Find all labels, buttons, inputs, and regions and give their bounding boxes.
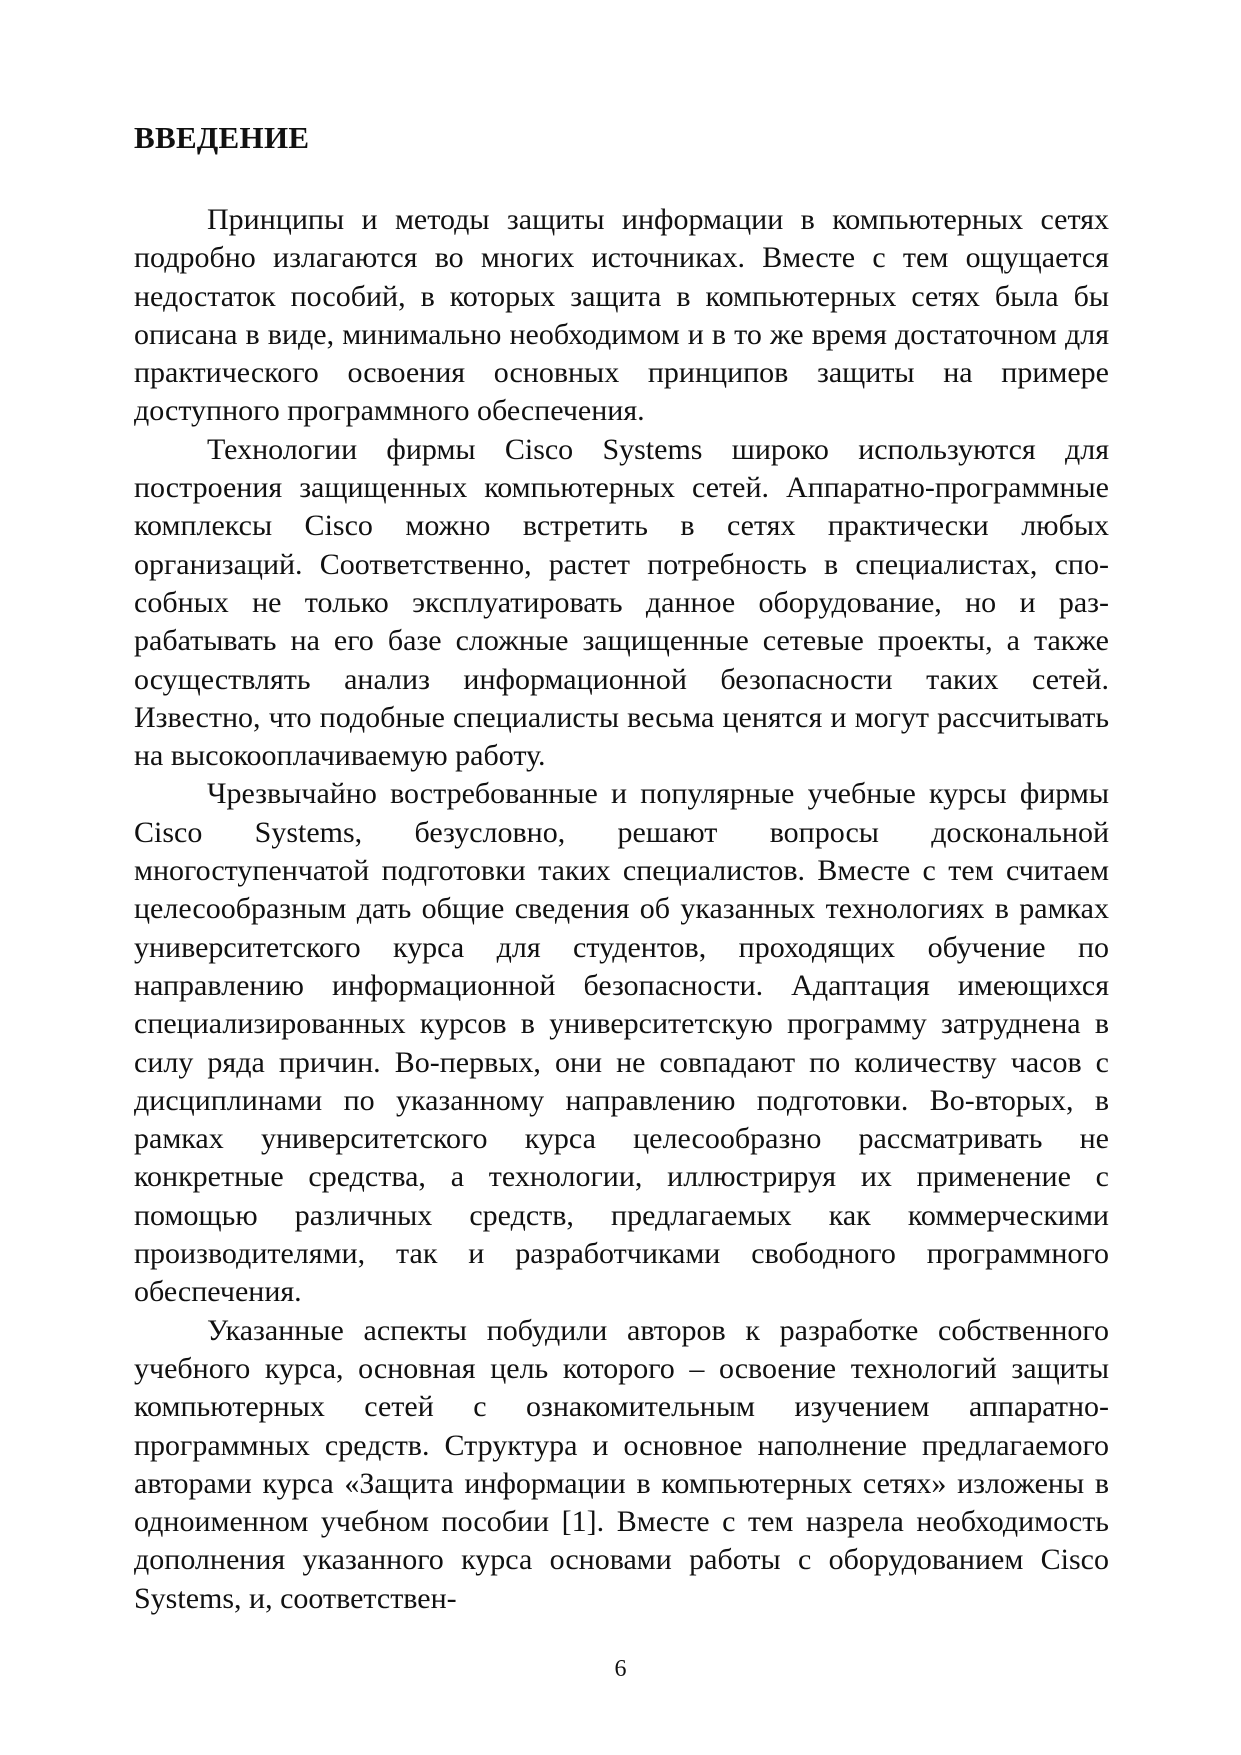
body-text: [134, 201, 1109, 1618]
paragraph: Принципы и методы защиты информации в компьютерных сетях подробно излагаются во многих источниках. Вместе с тем ощущается недостаток пособий, в которых защита в компьютерных сетях была бы описана в виде, минимально необходимом и в то же время достаточном для практического освоения основных принципов защиты на примере доступного программного обеспечения.: [134, 203, 1109, 428]
paragraph: Чрезвычайно востребованные и популярные учебные курсы фирмы Cisco Systems, безусловно, решают вопросы доскональной многоступенчатой подготовки таких специалистов. Вместе с тем считаем целесообразным дать общие сведения об указанных технологиях в рамках университетского курса для студентов, проходящих обучение по направлению информационной безопасности. Адаптация имеющихся специализированных курсов в университетскую программу затруднена в силу ряда причин. Во-первых, они не совпадают по количеству часов с дисциплинами по указанному направлению подготовки. Во-вторых, в рамках университетского курса целесообразно рассматривать не конкретные средства, а технологии, иллюстрируя их применение с помощью различных средств, предлагаемых как коммерческими производителями, так и разработчиками свободного программного обеспечения.: [134, 777, 1109, 1309]
page-number: 6: [614, 1656, 627, 1682]
paragraph: Технологии фирмы Cisco Systems широко используются для построения защищенных компьютерных сетей. Аппаратно-программные комплексы Cisco можно встретить в сетях практически любых организаций. Соответственно, растет потребность в специалистах, способных не только эксплуатировать данное оборудование, но и разрабатывать на его базе сложные защищенные сетевые проекты, а также осуществлять анализ информационной безопасности таких сетей. Известно, что подобные специалисты весьма ценятся и могут рассчитывать на высокооплачиваемую работу.: [134, 432, 1109, 773]
section-heading: ВВЕДЕНИЕ: [134, 120, 310, 155]
paragraph: Указанные аспекты побудили авторов к разработке собственного учебного курса, основная цель которого – освоение технологий защиты компьютерных сетей с ознакомительным изучением аппаратно-программных средств. Структура и основное наполнение предлагаемого авторами курса «Защита информации в компьютерных сетях» изложены в одноименном учебном пособии [1]. Вместе с тем назрела необходимость дополнения указанного курса основами работы с оборудованием Cisco Systems, и, соответствен-: [134, 1313, 1109, 1615]
